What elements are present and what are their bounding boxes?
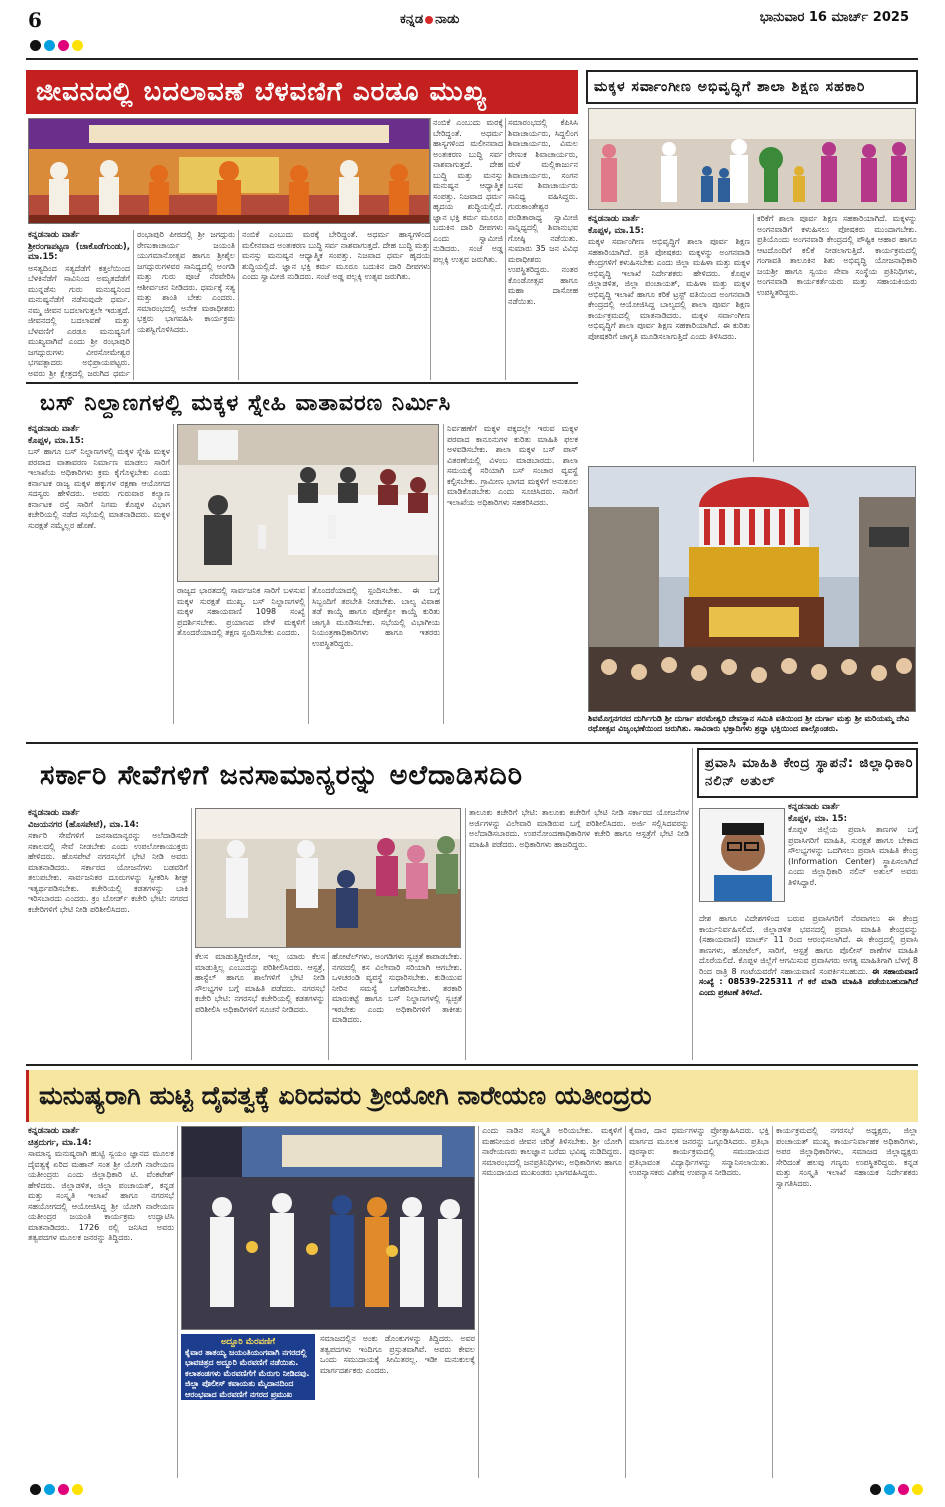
story3-column-4: ನಿರ್ವಹಣೆಗೆ ಮಕ್ಕಳ ಪಕ್ಕದಲ್ಲೇ ಇರುವ ಮಕ್ಕಳ ಪರವಾದ ಕಾನೂನುಗಳ ಕುರಿತು ಮಾಹಿತಿ ಫಲಕ ಅಳವಡಿಸಬೇಕು. ಶಾಲಾ ಮಕ್ಕಳ ಬಸ್ ಪಾಸ್ ವಿತರಣೆಯಲ್ಲಿ ವಿಳಂಬ ಮಾಡಬಾರದು. ಶಾಲಾ ಸಮಯಕ್ಕೆ ಸರಿಯಾಗಿ ಬಸ್ ಸಂಚಾರ ವ್ಯವಸ್ಥೆ ಕಲ್ಪಿಸಬೇಕು. ಗ್ರಾಮೀಣ ಭಾಗದ ಮಕ್ಕಳಿಗೆ ಅನುಕೂಲ ಮಾಡಿಕೊಡಬೇಕು ಎಂದು ಸೂಚಿಸಿದರು. ಸಾರಿಗೆ ಇಲಾಖೆಯ ಅಧಿಕಾರಿಗಳು ಸಹಕರಿಸಿದರು. xyxy=(447,424,578,507)
column-rule xyxy=(478,1126,479,1478)
story7-headline: ಮನುಷ್ಯರಾಗಿ ಹುಟ್ಟಿ ದೈವತ್ವಕ್ಕೆ ಏರಿದವರು ಶ್ರೀಯೋಗಿ ನಾರೇಯಣ ಯತೀಂದ್ರರು xyxy=(26,1070,918,1122)
story3-column-2: ರಾಜ್ಯದ ಭಾರತದಲ್ಲಿ ಸಾರ್ವಜನಿಕ ಸಾರಿಗೆ ಬಳಸುವ ಮಕ್ಕಳ ಸುರಕ್ಷತೆ ಮುಖ್ಯ. ಬಸ್ ನಿಲ್ದಾಣಗಳಲ್ಲಿ ಮಕ್ಕಳ ಸಹಾಯವಾಣಿ 1098 ಸಂಖ್ಯೆ ಪ್ರದರ್ಶಿಸಬೇಕು. ಪ್ರಯಾಣದ ವೇಳೆ ಮಕ್ಕಳಿಗೆ ತೊಂದರೆಯಾದಲ್ಲಿ ತಕ್ಷಣ ಸ್ಪಂದಿಸಬೇಕು ಎಂದರು. xyxy=(177,586,305,637)
story6-photo xyxy=(699,808,785,902)
column-rule xyxy=(238,230,239,380)
page-number: 6 xyxy=(28,8,42,32)
registration-dot-icon xyxy=(870,1484,881,1495)
story5-headline: ಸರ್ಕಾರಿ ಸೇವೆಗಳಿಗೆ ಜನಸಾಮಾನ್ಯರನ್ನು ಅಲೆದಾಡಿಸದಿರಿ xyxy=(26,748,690,804)
story2-column-2: ಕರಿಕೆಗೆ ಶಾಲಾ ಪೂರ್ವ ಶಿಕ್ಷಣ ಸಹಕಾರಿಯಾಗಿದೆ. ಮಕ್ಕಳನ್ನು ಅಂಗನವಾಡಿಗೆ ಕಳುಹಿಸಲು ಪೋಷಕರು ಮುಂದಾಗಬೇಕು. ಪ್ರತಿಯೊಂದು ಅಂಗನವಾಡಿ ಕೇಂದ್ರದಲ್ಲಿ ಪೌಷ್ಟಿಕ ಆಹಾರ ಹಾಗೂ ಆಟದೊಂದಿಗೆ ಕಲಿಕೆ ನೀಡಲಾಗುತ್ತಿದೆ. ಕಾರ್ಯಕ್ರಮದಲ್ಲಿ ಗಂಗಾವತಿ ತಾಲೂಕಿನ ಶಿಶು ಅಭಿವೃದ್ಧಿ ಯೋಜನಾಧಿಕಾರಿ ಜಯಶ್ರೀ ಹಾಗೂ ಸ್ವಯಂ ಸೇವಾ ಸಂಸ್ಥೆಯ ಪ್ರತಿನಿಧಿಗಳು, ಅಂಗನವಾಡಿ ಕಾರ್ಯಕರ್ತೆಯರು ಮತ್ತು ಸಹಾಯಕಿಯರು ಉಪಸ್ಥಿತರಿದ್ದರು. xyxy=(757,214,917,297)
column-rule xyxy=(133,230,134,380)
column-rule xyxy=(625,1126,626,1478)
story7-sidebar xyxy=(181,1334,315,1400)
inspection-photo xyxy=(196,809,461,948)
story4-photo xyxy=(588,466,916,712)
column-rule xyxy=(772,1126,773,1478)
story3-text-1: ಬಸ್ ಹಾಗೂ ಬಸ್ ನಿಲ್ದಾಣಗಳಲ್ಲಿ ಮಕ್ಕಳ ಸ್ನೇಹಿ ಮಕ್ಕಳ ಪರವಾದ ವಾತಾವರಣ ನಿರ್ಮಾಣ ಮಾಡಲು ಸಾರಿಗೆ ಇಲಾಖೆಯ ಅಧಿಕಾರಿಗಳು ಕ್ರಮ ಕೈಗೊಳ್ಳಬೇಕು ಎಂದು ಕರ್ನಾಟಕ ರಾಜ್ಯ ಮಕ್ಕಳ ಹಕ್ಕುಗಳ ರಕ್ಷಣಾ ಆಯೋಗದ ಸದಸ್ಯರು ಹೇಳಿದರು. ಅವರು ಗುರುವಾರ ಕಲ್ಯಾಣ ಕರ್ನಾಟಕ ರಸ್ತೆ ಸಾರಿಗೆ ನಿಗಮ ಕೊಪ್ಪಳ ವಿಭಾಗ ಕಚೇರಿಯಲ್ಲಿ ನಡೆದ ಸಭೆಯಲ್ಲಿ ಮಾತನಾಡಿದರು. ಮಕ್ಕಳ ಸುರಕ್ಷತೆ ನಮ್ಮೆಲ್ಲರ ಹೊಣೆ. xyxy=(28,447,170,530)
column-rule xyxy=(753,214,754,462)
story5-byline: ಕನ್ನಡನಾಡು ವಾರ್ತೆ xyxy=(28,808,80,818)
story2-column-1 xyxy=(588,214,750,462)
column-rule xyxy=(173,424,174,724)
story3-photo xyxy=(177,424,439,582)
column-rule xyxy=(308,586,309,724)
registration-dot-icon xyxy=(44,40,55,51)
registration-marks-bottom-right xyxy=(870,1484,923,1498)
story6-byline: ಕನ್ನಡನಾಡು ವಾರ್ತೆ xyxy=(788,802,840,812)
story7-sidebar-title: ಅದ್ದೂರಿ ಮೆರವಣಿಗೆ xyxy=(220,1337,276,1347)
story5-column-4: ತಾಲೂಕು ಕಚೇರಿಗೆ ಭೇಟಿ: ತಾಲೂಕು ಕಚೇರಿಗೆ ಭೇಟಿ ನೀಡಿ ಸರ್ಕಾರದ ಯೋಜನೆಗಳ ಅರ್ಜಿಗಳನ್ನು ವಿಲೇವಾರಿ ಮಾಡಿರುವ ಬಗ್ಗೆ ಪರಿಶೀಲಿಸಿದರು. ಅರ್ಜಿ ಸಲ್ಲಿಸಿದವರನ್ನು ಅಲೆದಾಡಿಸಬಾರದು. ಉಪನೋಂದಣಾಧಿಕಾರಿಗಳ ಕಚೇರಿ ಹಾಗೂ ಆಸ್ಪತ್ರೆಗೆ ಭೇಟಿ ನೀಡಿ ಮಾಹಿತಿ ಪಡೆದರು. ಅಧಿಕಾರಿಗಳು ಹಾಜರಿದ್ದರು. xyxy=(469,808,689,849)
section-rule xyxy=(26,1064,918,1066)
story1-column-3b: ನಂಬಿಕೆ ಎಂಬುದು ಮರಕ್ಕೆ ಬೇರಿದ್ದಂತೆ. ಅಧರ್ಮ ಹಾಸ್ಯಗಳಿಂದ ಮಲೀನವಾದ ಅಂತಃಕರಣ ಬುದ್ಧಿ ಸರ್ವ ನಾಶವಾಗುತ್ತದೆ. ದೇಹ ಬುದ್ಧಿ ಮತ್ತು ಮನಸ್ಸು ಮನುಷ್ಯನ ಆಧ್ಯಾತ್ಮಿಕ ಸಂಪತ್ತು. ನಿಜವಾದ ಧರ್ಮ ಹೃದಯ ಶುದ್ಧಿಯಲ್ಲಿದೆ. ಜ್ಞಾನ ಭಕ್ತಿ ಕರ್ಮ ಮೂರೂ ಬದುಕಿನ ದಾರಿ ದೀಪಗಳು ಎಂದು ಸ್ವಾಮೀಜಿ ನುಡಿದರು. ಸಂಜೆ ಅಡ್ಡ ಪಲ್ಲಕ್ಕಿ ಉತ್ಸವ ಜರುಗಿತು. xyxy=(242,230,430,281)
registration-marks-bottom-left xyxy=(30,1484,83,1498)
story6-headline: ಪ್ರವಾಸಿ ಮಾಹಿತಿ ಕೇಂದ್ರ ಸ್ಥಾಪನೆ: ಜಿಲ್ಲಾಧಿಕಾರಿ ನಲಿನ್ ಅತುಲ್ xyxy=(697,748,918,798)
newspaper-name-left: ಕನ್ನಡ xyxy=(400,12,424,27)
story1-byline: ಕನ್ನಡನಾಡು ವಾರ್ತೆ xyxy=(28,230,80,240)
newspaper-name xyxy=(400,12,459,27)
story5-column-3: ಹೋಟೆಲ್‌ಗಳು, ಅಂಗಡಿಗಳು ಸ್ವಚ್ಛತೆ ಕಾಪಾಡಬೇಕು. ನಗರದಲ್ಲಿ ಕಸ ವಿಲೇವಾರಿ ಸರಿಯಾಗಿ ಆಗಬೇಕು. ಒಳಚರಂಡಿ ವ್ಯವಸ್ಥೆ ಸುಧಾರಿಸಬೇಕು. ಕುಡಿಯುವ ನೀರಿನ ಸಮಸ್ಯೆ ಬಗೆಹರಿಸಬೇಕು. ತರಕಾರಿ ಮಾರುಕಟ್ಟೆ ಹಾಗೂ ಬಸ್ ನಿಲ್ದಾಣಗಳಲ್ಲಿ ಸ್ವಚ್ಛತೆ ಇರಬೇಕು ಎಂದು ಅಧಿಕಾರಿಗಳಿಗೆ ತಾಕೀತು ಮಾಡಿದರು. xyxy=(332,952,462,1024)
story3-dateline: ಕೊಪ್ಪಳ, ಮಾ.15: xyxy=(28,435,85,446)
story5-dateline: ವಿಜಯನಗರ (ಹೊಸಪೇಟೆ), ಮಾ.14: xyxy=(28,819,139,830)
story7-dateline: ಚಿತ್ರದುರ್ಗ, ಮಾ.14: xyxy=(28,1137,92,1148)
column-rule xyxy=(465,808,466,1060)
story7-column-3: ಎಂದು ನಾಡಿನ ಸಂಸ್ಕೃತಿ ಅರಿಯಬೇಕು. ಮಕ್ಕಳಿಗೆ ಮಹನೀಯರ ಜೀವನ ಚರಿತ್ರೆ ತಿಳಿಸಬೇಕು. ಶ್ರೀ ಯೋಗಿ ನಾರೇಯಣರು ಕಾಲಜ್ಞಾನ ಬರೆದು ಭವಿಷ್ಯ ನುಡಿದಿದ್ದರು. ಸಮಾರಂಭದಲ್ಲಿ ಜನಪ್ರತಿನಿಧಿಗಳು, ಅಧಿಕಾರಿಗಳು ಹಾಗೂ ಸಮುದಾಯದ ಮುಖಂಡರು ಭಾಗವಹಿಸಿದ್ದರು. xyxy=(482,1126,622,1177)
story7-photo xyxy=(181,1126,475,1330)
story7-text-1: ಸಾಮಾನ್ಯ ಮನುಷ್ಯರಾಗಿ ಹುಟ್ಟಿ ಸ್ವಯಂ ಜ್ಞಾನದ ಮೂಲಕ ದೈವತ್ವಕ್ಕೆ ಏರಿದ ಮಹಾನ್ ಸಂತ ಶ್ರೀ ಯೋಗಿ ನಾರೇಯಣ ಯತೀಂದ್ರರು ಎಂದು ಜಿಲ್ಲಾಧಿಕಾರಿ ಟಿ. ವೆಂಕಟೇಶ್ ಹೇಳಿದರು. ಜಿಲ್ಲಾಡಳಿತ, ಜಿಲ್ಲಾ ಪಂಚಾಯತ್, ಕನ್ನಡ ಮತ್ತು ಸಂಸ್ಕೃತಿ ಇಲಾಖೆ ಹಾಗೂ ನಗರಸಭೆ ಸಹಯೋಗದಲ್ಲಿ ಆಯೋಜಿಸಿದ್ದ ಶ್ರೀ ಯೋಗಿ ನಾರೇಯಣ ಯತೀಂದ್ರರ ಜಯಂತಿ ಕಾರ್ಯಕ್ರಮ ಉದ್ಘಾಟಿಸಿ ಮಾತನಾಡಿದರು. 1726 ರಲ್ಲಿ ಜನಿಸಿದ ಅವರು ತತ್ವಪದಗಳ ಮೂಲಕ ಜನರನ್ನು ತಿದ್ದಿದರು. xyxy=(28,1149,174,1242)
story4-caption: ಶಿವಮೊಗ್ಗನಗರದ ದುರ್ಗಿಗುಡಿ ಶ್ರೀ ದುರ್ಗಾ ಪರಮೇಶ್ವರಿ ದೇವಸ್ಥಾನ ಸಮಿತಿ ವತಿಯಿಂದ ಶ್ರೀ ದುರ್ಗಾ ಮತ್ತು ಶ್ರೀ ಮರಿಯಮ್ಮ ದೇವಿ ರಥೋತ್ಸವ ವಿಜೃಂಭಣೆಯಿಂದ ಜರುಗಿತು. ಸಾವಿರಾರು ಭಕ್ತಾದಿಗಳು ಶ್ರದ್ಧಾ ಭಕ್ತಿಯಿಂದ ಪಾಲ್ಗೊಂಡರು. xyxy=(588,714,916,738)
registration-dot-icon xyxy=(884,1484,895,1495)
story3-column-3: ತೊಂದರೆಯಾದಲ್ಲಿ ಸ್ಪಂದಿಸಬೇಕು. ಈ ಬಗ್ಗೆ ಸಿಬ್ಬಂದಿಗೆ ತರಬೇತಿ ನೀಡಬೇಕು. ಬಾಲ್ಯ ವಿವಾಹ ತಡೆ ಕಾಯ್ದೆ ಹಾಗೂ ಪೋಕ್ಸೋ ಕಾಯ್ದೆ ಕುರಿತು ಜಾಗೃತಿ ಮೂಡಿಸಬೇಕು. ಸಭೆಯಲ್ಲಿ ವಿಭಾಗೀಯ ನಿಯಂತ್ರಣಾಧಿಕಾರಿಗಳು ಹಾಗೂ ಇತರರು ಉಪಸ್ಥಿತರಿದ್ದರು. xyxy=(312,586,440,648)
story7-sidebar-text: ಕೈವಾರ ತಾತಯ್ಯ ಜಯಂತಿಯಂಗವಾಗಿ ನಗರದಲ್ಲಿ ಭಾವಚಿತ್ರದ ಅದ್ದೂರಿ ಮೆರವಣಿಗೆ ನಡೆಯಿತು. ಕಲಾತಂಡಗಳು ಮೆರವಣಿಗೆಗೆ ಮೆರುಗು ನೀಡಿದವು. ಜಿಲ್ಲಾ ಪೊಲೀಸ್ ಕವಾಯತು ಮೈದಾನದಿಂದ ಆರಂಭವಾದ ಮೆರವಣಿಗೆ ನಗರದ ಪ್ರಮುಖ xyxy=(185,1347,310,1399)
column-rule xyxy=(443,424,444,724)
story1-dateline: ಶ್ರೀರಂಗಾಪಟ್ಟಣ (ಚಾಕೊಡೆಗುಂಡು), ಮಾ.15: xyxy=(28,241,130,262)
registration-marks xyxy=(30,40,83,54)
chariot-festival-photo xyxy=(589,467,916,712)
story1-column-3: ನಂಬಿಕೆ ಎಂಬುದು ಮರಕ್ಕೆ ಬೇರಿದ್ದಂತೆ. ಅಧರ್ಮ ಹಾಸ್ಯಗಳಿಂದ ಮಲೀನವಾದ ಅಂತಃಕರಣ ಬುದ್ಧಿ ಸರ್ವ ನಾಶವಾಗುತ್ತದೆ. ದೇಹ ಬುದ್ಧಿ ಮತ್ತು ಮನಸ್ಸು ಮನುಷ್ಯನ ಆಧ್ಯಾತ್ಮಿಕ ಸಂಪತ್ತು. ನಿಜವಾದ ಧರ್ಮ ಹೃದಯ ಶುದ್ಧಿಯಲ್ಲಿದೆ. ಜ್ಞಾನ ಭಕ್ತಿ ಕರ್ಮ ಮೂರೂ ಬದುಕಿನ ದಾರಿ ದೀಪಗಳು ಎಂದು ಸ್ವಾಮೀಜಿ ನುಡಿದರು. ಸಂಜೆ ಅಡ್ಡ ಪಲ್ಲಕ್ಕಿ ಉತ್ಸವ ಜರುಗಿತು. xyxy=(433,118,503,264)
section-rule xyxy=(26,382,578,384)
issue-date: ಭಾನುವಾರ 16 ಮಾರ್ಚ್ 2025 xyxy=(759,10,909,25)
masthead xyxy=(0,0,945,62)
story7-column-2: ಸಮಾಜದಲ್ಲಿನ ಅಂಕು ಡೊಂಕುಗಳನ್ನು ತಿದ್ದಿದರು. ಅವರ ತತ್ವಪದಗಳು ಇಂದಿಗೂ ಪ್ರಸ್ತುತವಾಗಿವೆ. ಅವರು ಕೇವಲ ಒಂದು ಸಮುದಾಯಕ್ಕೆ ಸೀಮಿತರಲ್ಲ. ಇಡೀ ಮನುಕುಲಕ್ಕೆ ಮಾರ್ಗದರ್ಶಕರು ಎಂದರು. xyxy=(320,1334,475,1375)
story7-column-5: ಕಾರ್ಯಕ್ರಮದಲ್ಲಿ ನಗರಸಭೆ ಅಧ್ಯಕ್ಷರು, ಜಿಲ್ಲಾ ಪಂಚಾಯತ್ ಮುಖ್ಯ ಕಾರ್ಯನಿರ್ವಾಹಕ ಅಧಿಕಾರಿಗಳು, ಅಪರ ಜಿಲ್ಲಾಧಿಕಾರಿಗಳು, ಸಮಾಜದ ಜಿಲ್ಲಾಧ್ಯಕ್ಷರು ಸೇರಿದಂತೆ ಹಲವು ಗಣ್ಯರು ಉಪಸ್ಥಿತರಿದ್ದರು. ಕನ್ನಡ ಮತ್ತು ಸಂಸ್ಕೃತಿ ಇಲಾಖೆ ಸಹಾಯಕ ನಿರ್ದೇಶಕರು ಸ್ವಾಗತಿಸಿದರು. xyxy=(776,1126,918,1188)
registration-dot-icon xyxy=(72,1484,83,1495)
registration-dot-icon xyxy=(912,1484,923,1495)
story7-column-2b xyxy=(181,1404,315,1478)
story3-column-1 xyxy=(28,424,170,724)
registration-dot-icon xyxy=(30,40,41,51)
story1-column-1 xyxy=(28,230,130,380)
registration-dot-icon xyxy=(58,1484,69,1495)
story1-headline: ಜೀವನದಲ್ಲಿ ಬದಲಾವಣೆ ಬೆಳವಣಿಗೆ ಎರಡೂ ಮುಖ್ಯ xyxy=(26,70,578,114)
story1-photo xyxy=(28,118,430,224)
meeting-photo xyxy=(178,425,439,582)
registration-dot-icon xyxy=(44,1484,55,1495)
story3-headline: ಬಸ್ ನಿಲ್ದಾಣಗಳಲ್ಲಿ ಮಕ್ಕಳ ಸ್ನೇಹಿ ವಾತಾವರಣ ನಿರ್ಮಿಸಿ xyxy=(26,386,578,420)
column-rule xyxy=(177,1126,178,1478)
registration-dot-icon xyxy=(898,1484,909,1495)
section-rule xyxy=(26,742,918,744)
story1-text-1: ಅಸತ್ಯದಿಂದ ಸತ್ಯದೆಡೆಗೆ ಕತ್ತಲೆಯಿಂದ ಬೆಳಕಿನೆಡೆಗೆ ಸಾವಿನಿಂದ ಅಮೃತದೆಡೆಗೆ ಮುನ್ನಡೆಸು ಗುರು ಮನುಷ್ಯನಿಂದ ಮನುಷ್ಯನೆಡೆಗೆ ನಡೆಸುವುದೇ ಧರ್ಮ. ನಮ್ಮ ಜೀವನ ಬದಲಾಗುತ್ತಲೇ ಇರುತ್ತದೆ. ಜೀವನದಲ್ಲಿ ಬದಲಾವಣೆ ಮತ್ತು ಬೆಳವಣಿಗೆ ಎರಡೂ ಮನುಷ್ಯನಿಗೆ ಮುಖ್ಯವಾಗಿವೆ ಎಂದು ಶ್ರೀ ರಂಭಾಪುರಿ ಜಗದ್ಗುರುಗಳು ವೀರಸೋಮೇಶ್ವರ ಭಗವತ್ಪಾದರು ಅಭಿಪ್ರಾಯಪಟ್ಟರು. ಅವರು ಶ್ರೀ ಕ್ಷೇತ್ರದಲ್ಲಿ ಜರುಗಿದ ಧರ್ಮ xyxy=(28,263,130,378)
story5-text-1: ಸರ್ಕಾರಿ ಸೇವೆಗಳಿಗೆ ಜನಸಾಮಾನ್ಯರನ್ನು ಅಲೆದಾಡಿಸದೇ ಸಕಾಲದಲ್ಲಿ ಸೇವೆ ನೀಡಬೇಕು ಎಂದು ಉಪಲೋಕಾಯುಕ್ತರು ಹೇಳಿದರು. ಹೊಸಪೇಟೆ ನಗರಸಭೆಗೆ ಭೇಟಿ ನೀಡಿ ಅವರು ಮಾತನಾಡಿದರು. ಸರ್ಕಾರದ ಯೋಜನೆಗಳು ಬಡವರಿಗೆ ತಲುಪಬೇಕು. ಸಾರ್ವಜನಿಕರ ದೂರುಗಳನ್ನು ಸ್ವೀಕರಿಸಿ ಶೀಘ್ರ ಇತ್ಯರ್ಥಪಡಿಸಬೇಕು. ಕಚೇರಿಯಲ್ಲಿ ಕಡತಗಳನ್ನು ಬಾಕಿ ಇರಿಸಬಾರದು ಎಂದರು. ಕ್ರಂ ಬೋರ್ಡ್ ಕಚೇರಿ ಭೇಟಿ: ನಗರದ ಕಚೇರಿಗಳಿಗೆ ಭೇಟಿ ನೀಡಿ ಪರಿಶೀಲಿಸಿದರು. xyxy=(28,831,188,914)
story7-column-1 xyxy=(28,1126,174,1478)
anganwadi-event-photo xyxy=(589,109,916,210)
logo-dot-icon xyxy=(425,16,433,24)
column-rule xyxy=(191,808,192,1060)
story2-text-1: ಮಕ್ಕಳ ಸರ್ವಾಂಗೀಣ ಅಭಿವೃದ್ಧಿಗೆ ಶಾಲಾ ಪೂರ್ವ ಶಿಕ್ಷಣ ಸಹಕಾರಿಯಾಗಿದೆ. ಪ್ರತಿ ಪೋಷಕರು ಮಕ್ಕಳನ್ನು ಅಂಗನವಾಡಿ ಕೇಂದ್ರಗಳಿಗೆ ಕಳುಹಿಸಬೇಕು ಎಂದು ಜಿಲ್ಲಾ ಮಹಿಳಾ ಮತ್ತು ಮಕ್ಕಳ ಅಭಿವೃದ್ಧಿ ಇಲಾಖೆ ನಿರ್ದೇಶಕರು ಹೇಳಿದರು. ಕೊಪ್ಪಳ ಜಿಲ್ಲಾಡಳಿತ, ಜಿಲ್ಲಾ ಪಂಚಾಯತ್, ಮಹಿಳಾ ಮತ್ತು ಮಕ್ಕಳ ಅಭಿವೃದ್ಧಿ ಇಲಾಖೆ ಹಾಗೂ ಕರಿಕೆ ಟ್ರಸ್ಟ್ ವತಿಯಿಂದ ಅಂಗನವಾಡಿ ಕೇಂದ್ರದಲ್ಲಿ ಆಯೋಜಿಸಿದ್ದ ಬಾಲ್ಯದಲ್ಲಿ ಶಾಲಾ ಪೂರ್ವ ಶಿಕ್ಷಣ ಕಾರ್ಯಕ್ರಮದಲ್ಲಿ ಮಾತನಾಡಿದರು. ಮಕ್ಕಳ ಸರ್ವಾಂಗೀಣ ಅಭಿವೃದ್ಧಿಗೆ ಶಾಲಾ ಪೂರ್ವ ಶಿಕ್ಷಣ ಸಹಕಾರಿಯಾಗಿದೆ. ಈ ಕುರಿತು ಪೋಷಕರಿಗೆ ಜಾಗೃತಿ ಮೂಡಿಸಲಾಗುತ್ತಿದೆ ಎಂದು ತಿಳಿಸಿದರು. xyxy=(588,237,750,341)
story5-column-2: ಕೆಲಸ ಮಾಡುತ್ತಿದ್ದೀರೋ, ಇಲ್ಲ ಯಾರು ಕೆಲಸ ಮಾಡುತ್ತಿಲ್ಲ ಎಂಬುದನ್ನು ಪರಿಶೀಲಿಸಿದರು. ಆಸ್ಪತ್ರೆ, ಹಾಸ್ಟೆಲ್ ಹಾಗೂ ಶಾಲೆಗಳಿಗೆ ಭೇಟಿ ನೀಡಿ ಸೌಲಭ್ಯಗಳ ಬಗ್ಗೆ ಮಾಹಿತಿ ಪಡೆದರು. ನಗರಸಭೆ ಕಚೇರಿ ಭೇಟಿ: ನಗರಸಭೆ ಕಚೇರಿಯಲ್ಲಿ ಕಡತಗಳನ್ನು ಪರಿಶೀಲಿಸಿ ಅಧಿಕಾರಿಗಳಿಗೆ ಸೂಚನೆ ನೀಡಿದರು. xyxy=(195,952,325,1014)
newspaper-name-right: ನಾಡು xyxy=(435,12,460,27)
jayanti-inauguration-photo xyxy=(182,1127,475,1330)
story5-column-1 xyxy=(28,808,188,1060)
story5-photo xyxy=(195,808,461,948)
story6-dateline: ಕೊಪ್ಪಳ, ಮಾ. 15: xyxy=(788,813,847,824)
story3-byline: ಕನ್ನಡನಾಡು ವಾರ್ತೆ xyxy=(28,424,80,434)
story6-text-2: ದೇಶ ಹಾಗೂ ವಿದೇಶಗಳಿಂದ ಬರುವ ಪ್ರವಾಸಿಗರಿಗೆ ನೆರವಾಗಲು ಈ ಕೇಂದ್ರ ಕಾರ್ಯನಿರ್ವಹಿಸಲಿದೆ. ಜಿಲ್ಲಾಡಳಿತ ಭವನದಲ್ಲಿ ಪ್ರವಾಸಿ ಮಾಹಿತಿ ಕೇಂದ್ರವನ್ನು (ಸಹಾಯವಾಣಿ) ಮಾರ್ಚ್ 11 ರಿಂದ ಆರಂಭಿಸಲಾಗಿದೆ. ಈ ಕೇಂದ್ರದಲ್ಲಿ ಪ್ರವಾಸಿ ತಾಣಗಳು, ಹೋಟೆಲ್, ಸಾರಿಗೆ, ಆಸ್ಪತ್ರೆ ಹಾಗೂ ಪೊಲೀಸ್ ಠಾಣೆಗಳ ಮಾಹಿತಿ ದೊರೆಯಲಿದೆ. ಕೊಪ್ಪಳ ಜಿಲ್ಲೆಗೆ ಆಗಮಿಸುವ ಪ್ರವಾಸಿಗರು ಅಗತ್ಯ ಮಾಹಿತಿಗಾಗಿ ಬೆಳಗ್ಗೆ 8 ರಿಂದ ರಾತ್ರಿ 8 ಗಂಟೆಯವರೆಗೆ ಸಹಾಯವಾಣಿ ಸಂಪರ್ಕಿಸಬಹುದು. xyxy=(699,914,918,976)
story1-column-4: ಸಮಾರಂಭದಲ್ಲಿ ಕೆಪಿಸಿಸಿ ಶಿವಾಚಾರ್ಯರು, ಸಿದ್ದಲಿಂಗ ಶಿವಾಚಾರ್ಯರು, ವಿಮಲ ರೇಣುಕ ಶಿವಾಚಾರ್ಯರು, ಮಳೆ ಮಲ್ಲಿಕಾರ್ಜುನ ಶಿವಾಚಾರ್ಯರು, ಸಂಗನ ಬಸವ ಶಿವಾಚಾರ್ಯರು ಸಾನಿಧ್ಯ ವಹಿಸಿದ್ದರು. ಗುರುಕಾಂತೇಶ್ವರ ಪಂಡಿತಾರಾಧ್ಯ ಸ್ವಾಮೀಜಿ ಸಾನ್ನಿಧ್ಯದಲ್ಲಿ ಶಿವಾನುಭವ ಗೋಷ್ಠಿ ನಡೆಯಿತು. ಸುಮಾರು 35 ಜನ ವಿವಿಧ ಮಠಾಧೀಶರು ಉಪಸ್ಥಿತರಿದ್ದರು. ನಂತರ ಕೊಂಡೋತ್ಸವ ಹಾಗೂ ಮಹಾ ದಾಸೋಹ ನಡೆಯಿತು. xyxy=(508,118,578,306)
story6-column-2 xyxy=(699,914,918,1060)
story6-text-1: ಕೊಪ್ಪಳ ಜಿಲ್ಲೆಯ ಪ್ರವಾಸಿ ತಾಣಗಳ ಬಗ್ಗೆ ಪ್ರವಾಸಿಗರಿಗೆ ಮಾಹಿತಿ, ಸುರಕ್ಷತೆ ಹಾಗೂ ಬೇಕಾದ ಸೌಲಭ್ಯಗಳನ್ನು ಒದಗಿಸಲು ಪ್ರವಾಸಿ ಮಾಹಿತಿ ಕೇಂದ್ರ (Information Center) ಸ್ಥಾಪಿಸಲಾಗಿದೆ ಎಂದು ಜಿಲ್ಲಾಧಿಕಾರಿ ನಲಿನ್ ಅತುಲ್ ಅವರು ತಿಳಿಸಿದ್ದಾರೆ. xyxy=(788,825,918,887)
story2-byline: ಕನ್ನಡನಾಡು ವಾರ್ತೆ xyxy=(588,214,640,224)
story6-column-1 xyxy=(788,802,918,912)
story6-helpline: ಈ ಸಹಾಯವಾಣಿ ಸಂಖ್ಯೆ : 08539-225311 ಗೆ ಕರೆ ಮಾಡಿ ಮಾಹಿತಿ ಪಡೆಯಬಹುದಾಗಿದೆ ಎಂದು ಪ್ರಕಟಣೆ ತಿಳಿಸಿದೆ. xyxy=(699,966,918,997)
collector-portrait xyxy=(700,809,785,902)
column-rule xyxy=(692,748,693,1060)
religious-event-photo xyxy=(29,119,430,224)
story1-column-2: ರಂಭಾಪುರಿ ಪೀಠದಲ್ಲಿ ಶ್ರೀ ಜಗದ್ಗುರು ರೇಣುಕಾಚಾರ್ಯ ಜಯಂತಿ ಯುಗಮಾನೋತ್ಸವ ಹಾಗೂ ಶ್ರೀಶೈಲ ಜಗದ್ಗುರುಗಳವರ ಸಾನಿಧ್ಯದಲ್ಲಿ ಅಂಗಡಿ ಮತ್ತು ಗುರು ಪೂಜೆ ನೆರವೇರಿಸಿ ಆಶೀರ್ವಚನ ನೀಡಿದರು. ಧರ್ಮಕ್ಕೆ ಸತ್ಯ ಮತ್ತು ಶಾಂತಿ ಬೇಕು ಎಂದರು. ಸಮಾರಂಭದಲ್ಲಿ ಅನೇಕ ಮಠಾಧೀಶರು ಭಕ್ತರು ಭಾಗವಹಿಸಿ ಕಾರ್ಯಕ್ರಮ ಯಶಸ್ವಿಗೊಳಿಸಿದರು. xyxy=(137,230,235,334)
story2-photo xyxy=(588,108,916,210)
top-rule xyxy=(26,58,918,60)
story7-column-4: ಕೈವಾರ, ದಾನ ಧರ್ಮಗಳನ್ನು ಪ್ರೋತ್ಸಾಹಿಸಿದರು. ಭಕ್ತಿ ಮಾರ್ಗದ ಮೂಲಕ ಜನರನ್ನು ಒಗ್ಗೂಡಿಸಿದರು. ಪ್ರತಿಭಾ ಪುರಸ್ಕಾರ: ಕಾರ್ಯಕ್ರಮದಲ್ಲಿ ಸಮುದಾಯದ ಪ್ರತಿಭಾವಂತ ವಿದ್ಯಾರ್ಥಿಗಳನ್ನು ಸನ್ಮಾನಿಸಲಾಯಿತು. ಉಪನ್ಯಾಸಕರು ವಿಶೇಷ ಉಪನ್ಯಾಸ ನೀಡಿದರು. xyxy=(629,1126,769,1177)
column-rule xyxy=(430,118,431,380)
registration-dot-icon xyxy=(30,1484,41,1495)
column-rule xyxy=(505,118,506,380)
registration-dot-icon xyxy=(58,40,69,51)
story2-dateline: ಕೊಪ್ಪಳ, ಮಾ.15: xyxy=(588,225,645,236)
story2-headline: ಮಕ್ಕಳ ಸರ್ವಾಂಗೀಣ ಅಭಿವೃದ್ಧಿಗೆ ಶಾಲಾ ಶಿಕ್ಷಣ ಸಹಕಾರಿ xyxy=(586,70,918,104)
story7-byline: ಕನ್ನಡನಾಡು ವಾರ್ತೆ xyxy=(28,1126,80,1136)
column-rule xyxy=(328,952,329,1060)
registration-dot-icon xyxy=(72,40,83,51)
